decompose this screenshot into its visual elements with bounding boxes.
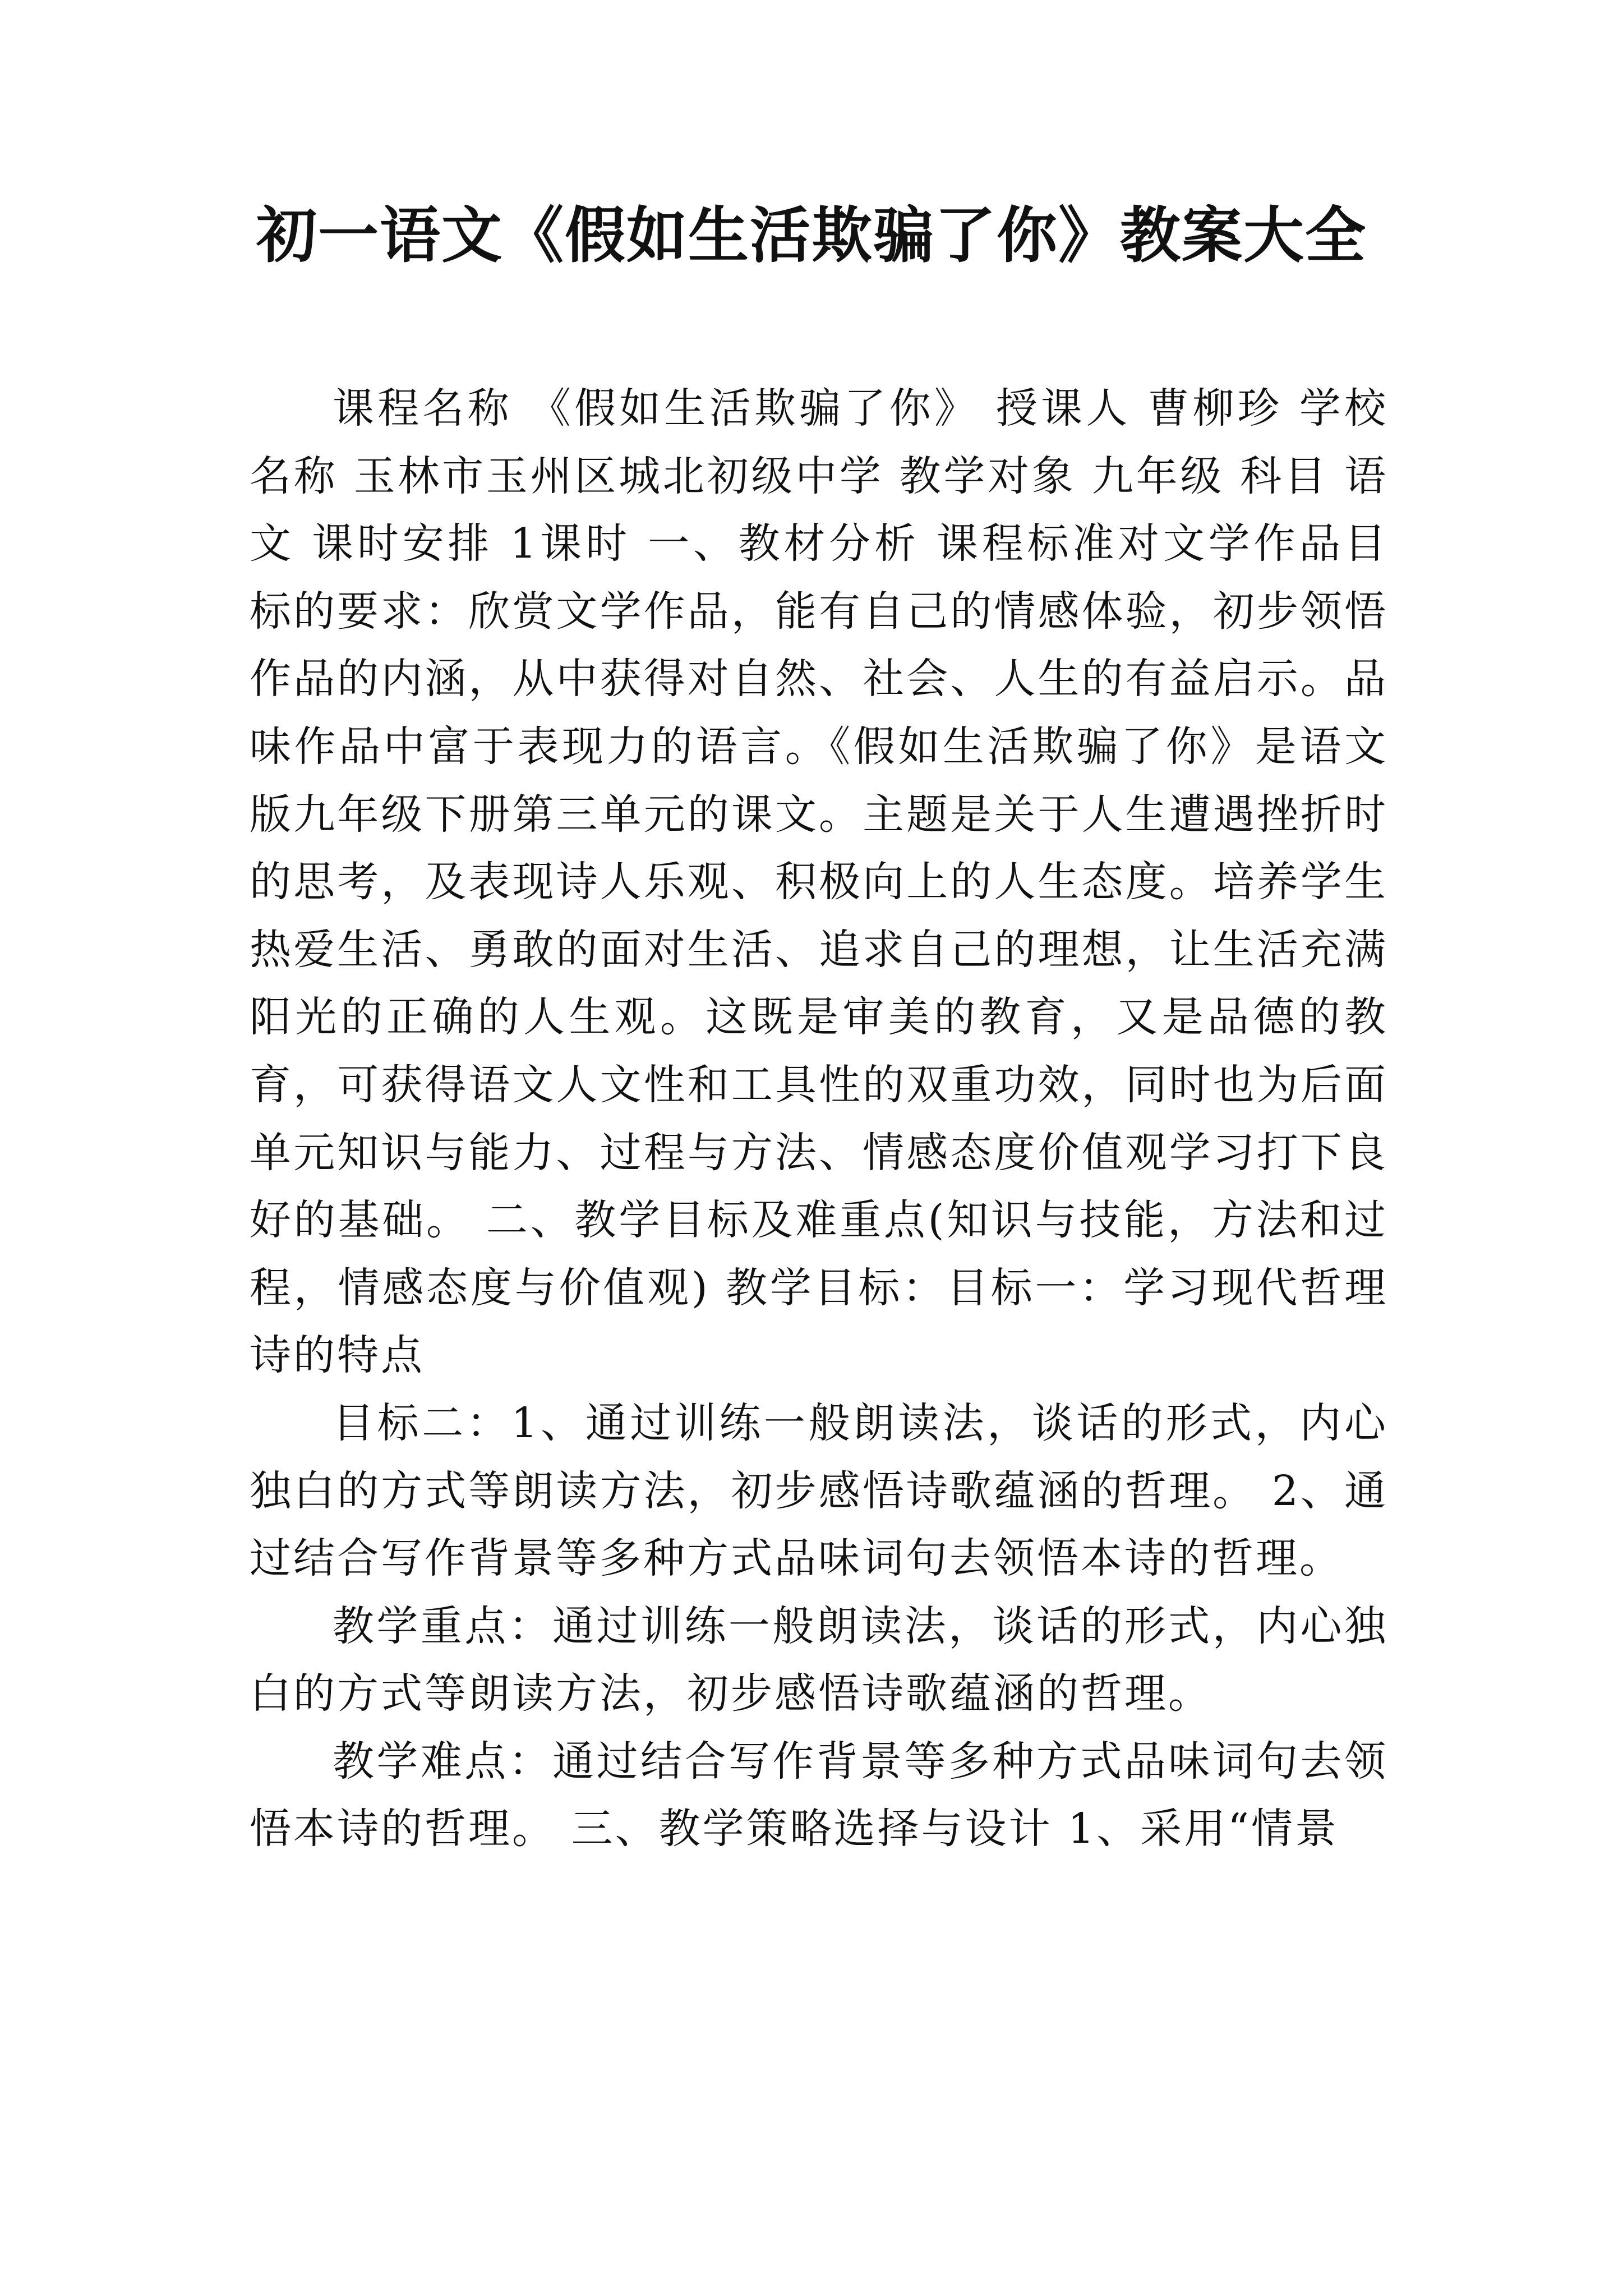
paragraph: 教学重点：通过训练一般朗读法，谈话的形式，内心独白的方式等朗读方法，初步感悟诗歌蕴涵的哲理。 <box>250 1602 1388 1718</box>
paragraph: 教学难点：通过结合写作背景等多种方式品味词句去领悟本诗的哲理。 三、教学策略选择与设计 1、采用“情景 <box>250 1737 1388 1853</box>
document-body <box>250 375 1388 1863</box>
paragraph: 课程名称 《假如生活欺骗了你》 授课人 曹柳珍 学校名称 玉林市玉州区城北初级中学 教学对象 九年级 科目 语文 课时安排 1课时 一、教材分析 课程标准对文学作品目标的要求：欣赏文学作品，能有自己的情感体验，初步领悟作品的内涵，从中获得对自然、社会、人生的有益启示。品味作品中富于表现力的语言。《假如生活欺骗了你》是语文版九年级下册第三单元的课文。主题是关于人生遭遇挫折时的思考，及表现诗人乐观、积极向上的人生态度。培养学生热爱生活、勇敢的面对生活、追求自己的理想，让生活充满阳光的正确的人生观。这既是审美的教育，又是品德的教育，可获得语文人文性和工具性的双重功效，同时也为后面单元知识与能力、过程与方法、情感态度价值观学习打下良好的基础。 二、教学目标及难重点(知识与技能，方法和过程，情感态度与价值观) 教学目标：目标一：学习现代哲理诗的特点 <box>250 384 1388 1380</box>
paragraph: 目标二：1、通过训练一般朗读法，谈话的形式，内心独白的方式等朗读方法，初步感悟诗歌蕴涵的哲理。 2、通过结合写作背景等多种方式品味词句去领悟本诗的哲理。 <box>250 1398 1388 1583</box>
document-title: 初一语文《假如生活欺骗了你》教案大全 <box>256 200 1367 271</box>
